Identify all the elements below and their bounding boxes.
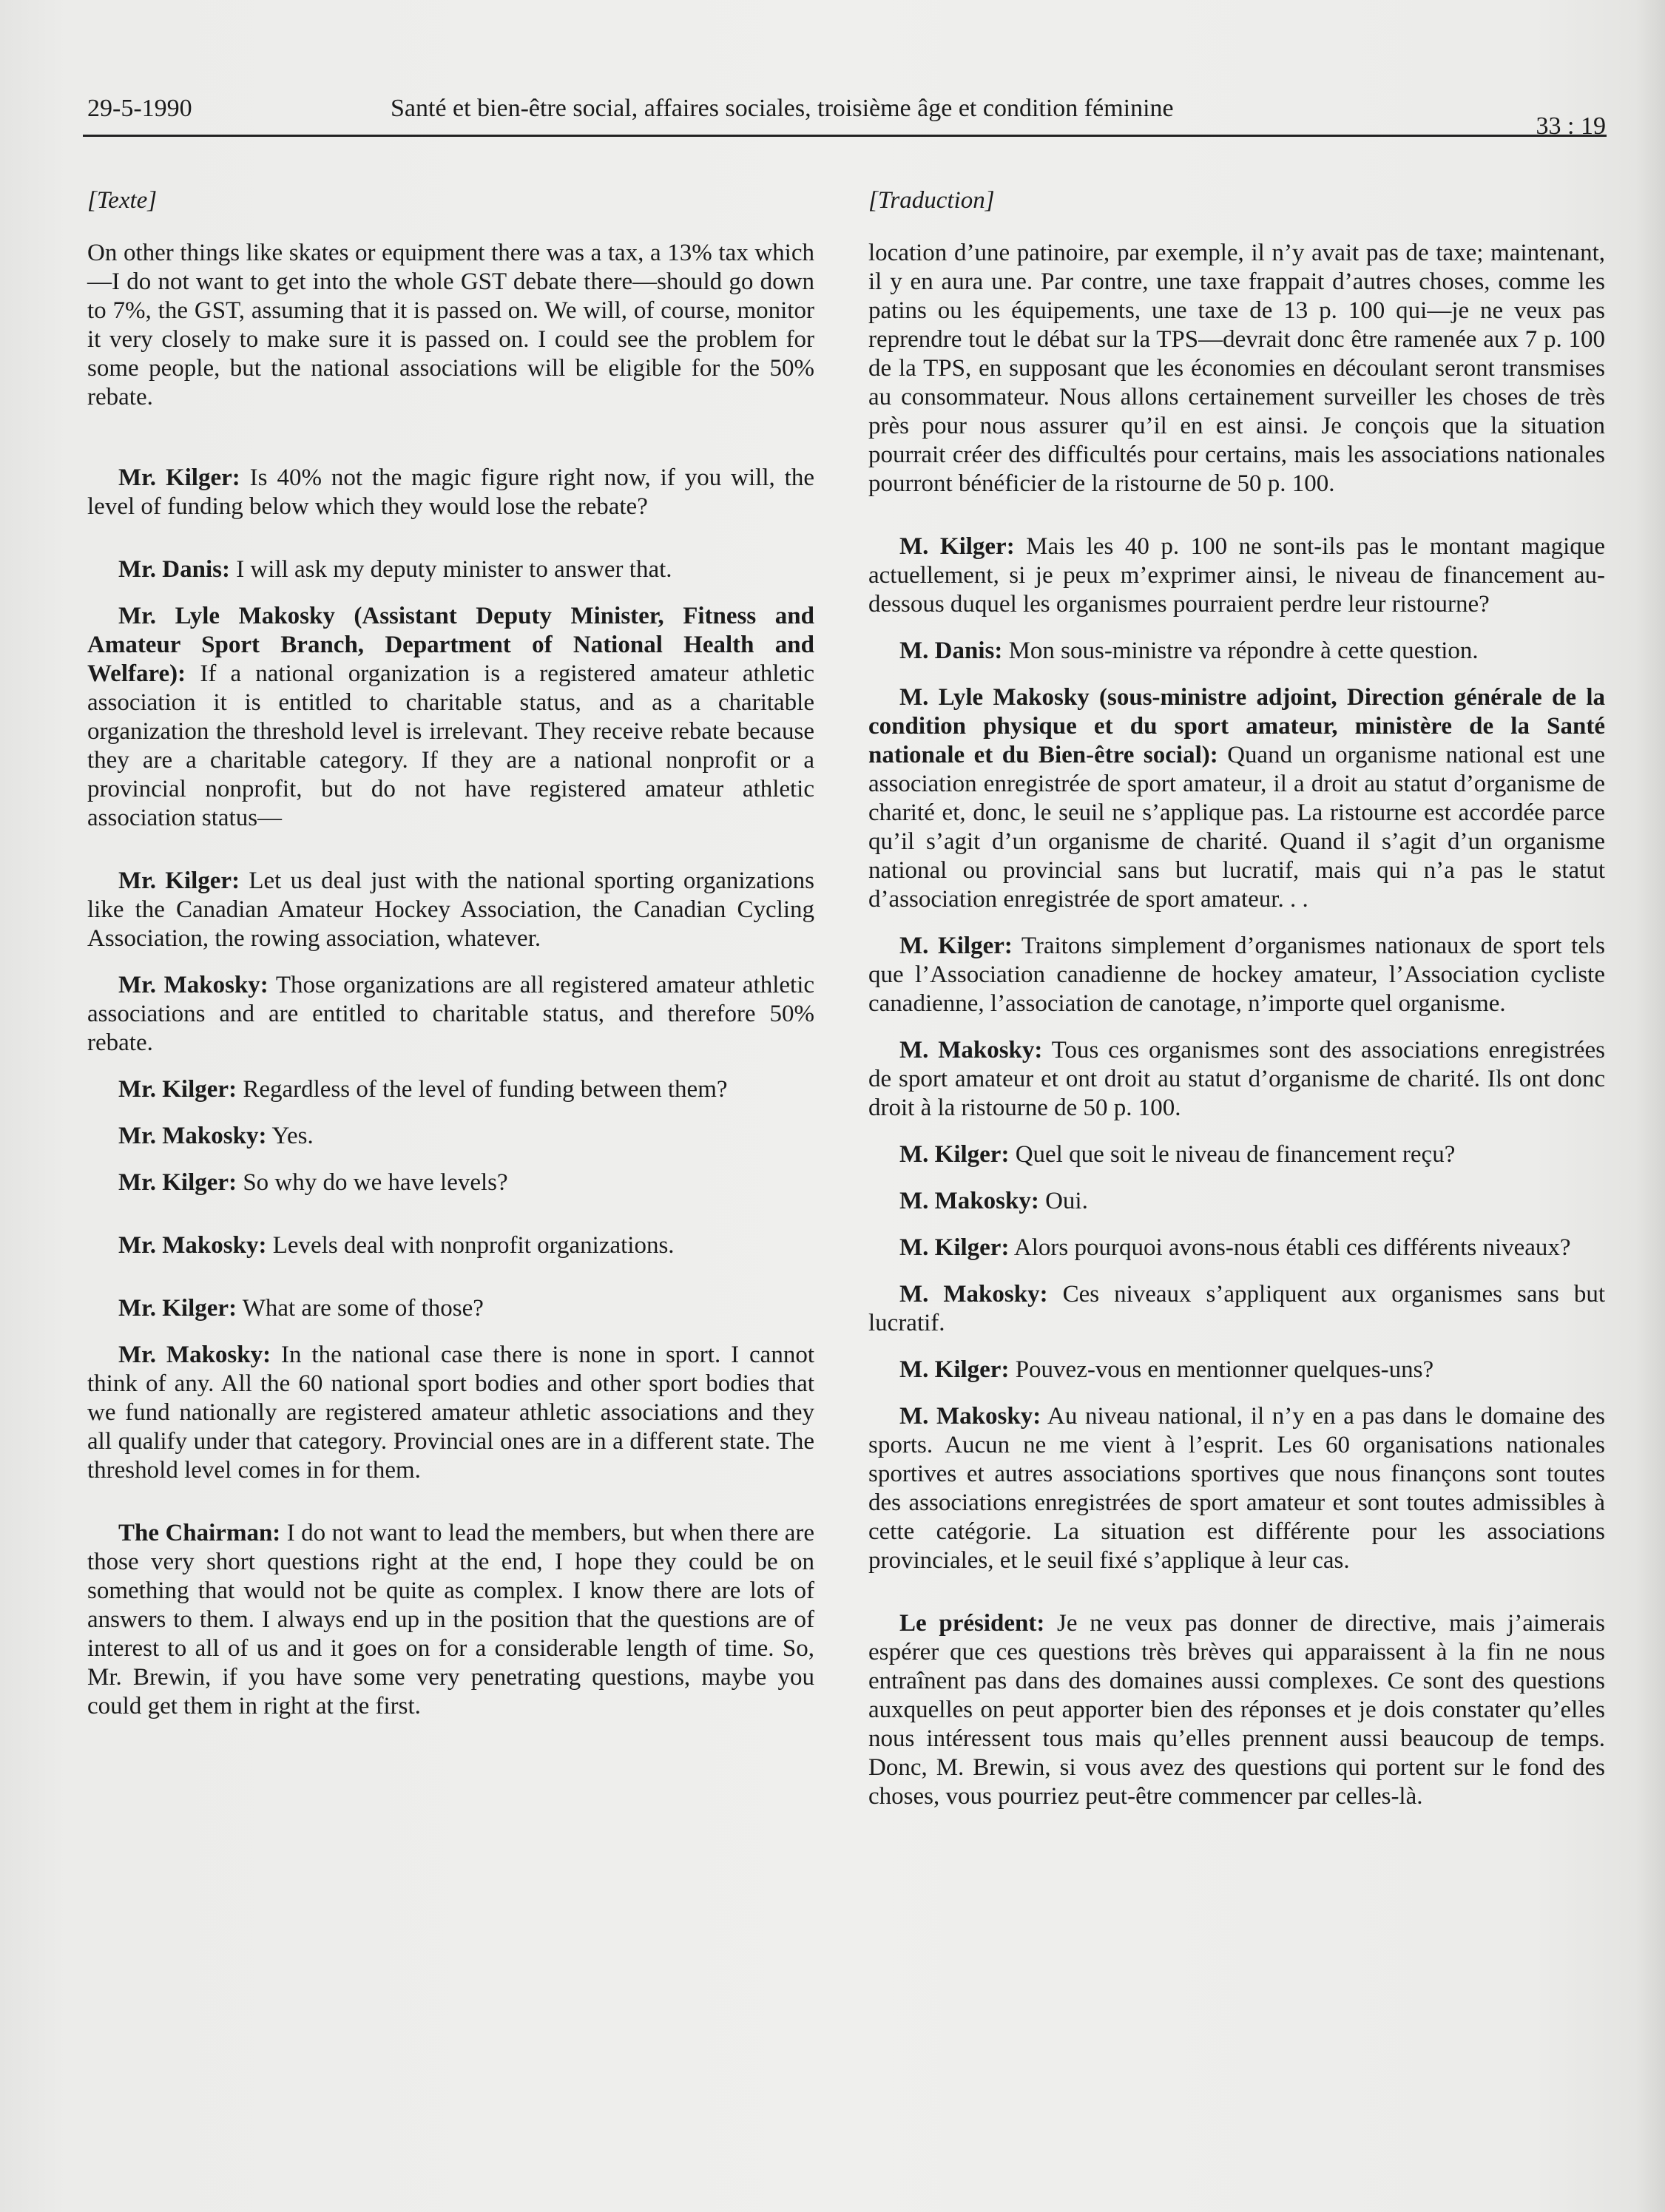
transcript-paragraph: location d’une patinoire, par exemple, il n’y avait pas de taxe; maintenant, il y en aura une. Par contre, une taxe frappait d’autres choses, comme les patins ou les équipements, une taxe de 13 p. 100 qui—je ne veux pas reprendre tout le débat sur la TPS—devrait donc être ramenée aux 7 p. 100 de la TPS, en supposant que les économies en découlant seront transmises au consommateur. Nous allons certainement surveiller les choses de très près pour nous assurer qu’il en est ainsi. Je conçois que la situation pourrait créer des difficultés pour certains, mais les associations nationales pourront bénéficier de la ristourne de 50 p. 100. [868, 240, 1605, 497]
transcript-paragraph: Mr. Kilger: What are some of those? [118, 1295, 484, 1322]
speaker-name: M. Makosky: [899, 1188, 1039, 1214]
transcript-paragraph: M. Lyle Makosky (sous-ministre adjoint, Direction générale de la condition physique et du sport amateur, ministère de la Santé nationale et du Bien-être social): Quand un organisme national est une association enregistrée de sport amateur, il a droit au statut d’organisme de charité et, donc, le seuil ne s’applique pas. La ristourne est accordée parce qu’il s’agit d’un organisme de charité. Quand il s’agit d’un organisme national ou provincial sans but lucratif, mais qui n’a pas le statut d’association enregistrée de sport amateur. . . [868, 684, 1605, 913]
transcript-paragraph: Mr. Makosky: In the national case there is none in sport. I cannot think of any. All the 60 national sport bodies and other sport bodies that we fund nationally are registered amateur athletic associations and they all qualify under that category. Provincial ones are in a different state. The threshold level comes in for them. [87, 1342, 814, 1484]
speaker-name: M. Danis: [899, 637, 1003, 664]
speaker-name: M. Lyle Makosky (sous-ministre adjoint, Direction générale de la condition physique et du sport amateur, ministère de la Santé nationale et du Bien-être social): [868, 684, 1605, 768]
speaker-name: M. Makosky: [899, 1037, 1043, 1063]
speaker-name: Mr. Makosky: [118, 1342, 271, 1368]
speaker-name: Mr. Danis: [118, 556, 230, 583]
speaker-name: Le président: [899, 1610, 1045, 1637]
speaker-name: Mr. Makosky: [118, 1232, 267, 1259]
transcript-paragraph: M. Kilger: Quel que soit le niveau de financement reçu? [899, 1141, 1456, 1168]
transcript-paragraph: The Chairman: I do not want to lead the members, but when there are those very short questions right at the end, I hope they could be on something that would not be quite as complex. I know there are lots of answers to them. I always end up in the position that the questions are of interest to all of us and it goes on for a considerable length of time. So, Mr. Brewin, if you have some very penetrating questions, maybe you could get them in right at the first. [87, 1520, 814, 1719]
header-title: Santé et bien-être social, affaires sociales, troisième âge et condition féminine [391, 95, 1174, 122]
page-edge-shadow [1635, 0, 1665, 2212]
speaker-name: M. Kilger: [899, 1141, 1010, 1168]
header-date: 29-5-1990 [87, 95, 192, 122]
transcript-paragraph: M. Kilger: Alors pourquoi avons-nous établi ces différents niveaux? [899, 1234, 1571, 1261]
speaker-name: Mr. Kilger: [118, 1169, 237, 1196]
speaker-name: Mr. Kilger: [118, 867, 240, 894]
header-rule [83, 135, 1607, 137]
right-column-french [868, 186, 1605, 1829]
transcript-paragraph: M. Kilger: Pouvez-vous en mentionner quelques-uns? [899, 1356, 1434, 1383]
transcript-paragraph: M. Danis: Mon sous-ministre va répondre à cette question. [899, 637, 1479, 664]
speaker-name: M. Kilger: [899, 1356, 1010, 1383]
transcript-paragraph: Mr. Makosky: Levels deal with nonprofit organizations. [118, 1232, 675, 1259]
transcript-paragraph: Mr. Kilger: So why do we have levels? [118, 1169, 508, 1196]
speaker-name: Mr. Kilger: [118, 464, 240, 491]
transcript-paragraph: M. Kilger: Traitons simplement d’organismes nationaux de sport tels que l’Association canadienne de hockey amateur, l’Association cycliste canadienne, l’association de canotage, n’importe quel organisme. [868, 933, 1606, 1017]
transcript-paragraph: M. Kilger: Mais les 40 p. 100 ne sont-ils pas le montant magique actuellement, si je peux m’exprimer ainsi, le niveau de financement au-dessous duquel les organismes pourraient perdre leur ristourne? [868, 533, 1605, 618]
header-page-number: 33 : 19 [1536, 112, 1606, 140]
speaker-name: The Chairman: [118, 1520, 281, 1546]
column-label: [Traduction] [868, 187, 995, 214]
transcript-paragraph: M. Makosky: Au niveau national, il n’y en a pas dans le domaine des sports. Aucun ne me vient à l’esprit. Les 60 organisations nationales sportives et autres associations sportives que nous finançons sont toutes des associations enregistrées de sport amateur et sont toutes admissibles à cette catégorie. La situation est différente pour les associations provinciales, et le seuil fixé s’applique à leur cas. [868, 1403, 1605, 1574]
running-header [87, 95, 1606, 140]
transcript-paragraph: Mr. Makosky: Yes. [118, 1123, 314, 1149]
transcript-paragraph: Mr. Kilger: Is 40% not the magic figure right now, if you will, the level of funding below which they would lose the rebate? [87, 464, 814, 520]
transcript-paragraph: M. Makosky: Tous ces organismes sont des associations enregistrées de sport amateur et ont droit au statut d’organisme de charité. Ils ont donc droit à la ristourne de 50 p. 100. [868, 1037, 1605, 1121]
transcript-paragraph: Mr. Kilger: Regardless of the level of funding between them? [118, 1076, 728, 1103]
transcript-paragraph: Mr. Lyle Makosky (Assistant Deputy Minister, Fitness and Amateur Sport Branch, Department of National Health and Welfare): If a national organization is a registered amateur athletic association it is entitled to charitable status, and as a charitable organization the threshold level is irrelevant. They receive rebate because they are a charitable category. If they are a national nonprofit or a provincial nonprofit, but do not have registered amateur athletic association status— [87, 603, 814, 831]
left-column-english [87, 186, 814, 1739]
transcript-paragraph: M. Makosky: Ces niveaux s’appliquent aux organismes sans but lucratif. [868, 1281, 1605, 1336]
speaker-name: M. Kilger: [899, 933, 1013, 959]
speaker-name: Mr. Lyle Makosky (Assistant Deputy Minister, Fitness and Amateur Sport Branch, Department of National Health and Welfare): [87, 603, 814, 687]
speaker-name: Mr. Kilger: [118, 1295, 237, 1322]
transcript-paragraph: M. Makosky: Oui. [899, 1188, 1088, 1214]
transcript-paragraph: Mr. Danis: I will ask my deputy minister to answer that. [118, 556, 672, 583]
column-label: [Texte] [87, 187, 158, 214]
transcript-paragraph: Mr. Makosky: Those organizations are all registered amateur athletic associations and are entitled to charitable status, and therefore 50% rebate. [87, 972, 815, 1056]
speaker-name: Mr. Makosky: [118, 972, 269, 998]
transcript-paragraph: On other things like skates or equipment there was a tax, a 13% tax which—I do not want to get into the whole GST debate there—should go down to 7%, the GST, assuming that it is passed on. We will, of course, monitor it very closely to make sure it is passed on. I could see the problem for some people, but the national associations will be eligible for the 50% rebate. [87, 240, 814, 410]
speaker-name: Mr. Makosky: [118, 1123, 267, 1149]
speaker-name: M. Makosky: [899, 1403, 1041, 1430]
speaker-name: M. Kilger: [899, 533, 1015, 560]
speaker-name: M. Makosky: [899, 1281, 1048, 1308]
transcript-paragraph: Le président: Je ne veux pas donner de directive, mais j’aimerais espérer que ces questions très brèves qui apparaissent à la fin ne nous entraînent pas dans des domaines aussi complexes. Ce sont des questions auxquelles on peut apporter bien des réponses et je dois constater qu’elles nous intéressent tous mais qu’elles prennent aussi beaucoup de temps. Donc, M. Brewin, si vous avez des questions qui portent sur le fond des choses, vous pourriez peut-être commencer par celles-là. [868, 1610, 1605, 1810]
speaker-name: Mr. Kilger: [118, 1076, 237, 1103]
speaker-name: M. Kilger: [899, 1234, 1010, 1261]
transcript-paragraph: Mr. Kilger: Let us deal just with the national sporting organizations like the Canadian Amateur Hockey Association, the Canadian Cycling Association, the rowing association, whatever. [87, 867, 815, 952]
